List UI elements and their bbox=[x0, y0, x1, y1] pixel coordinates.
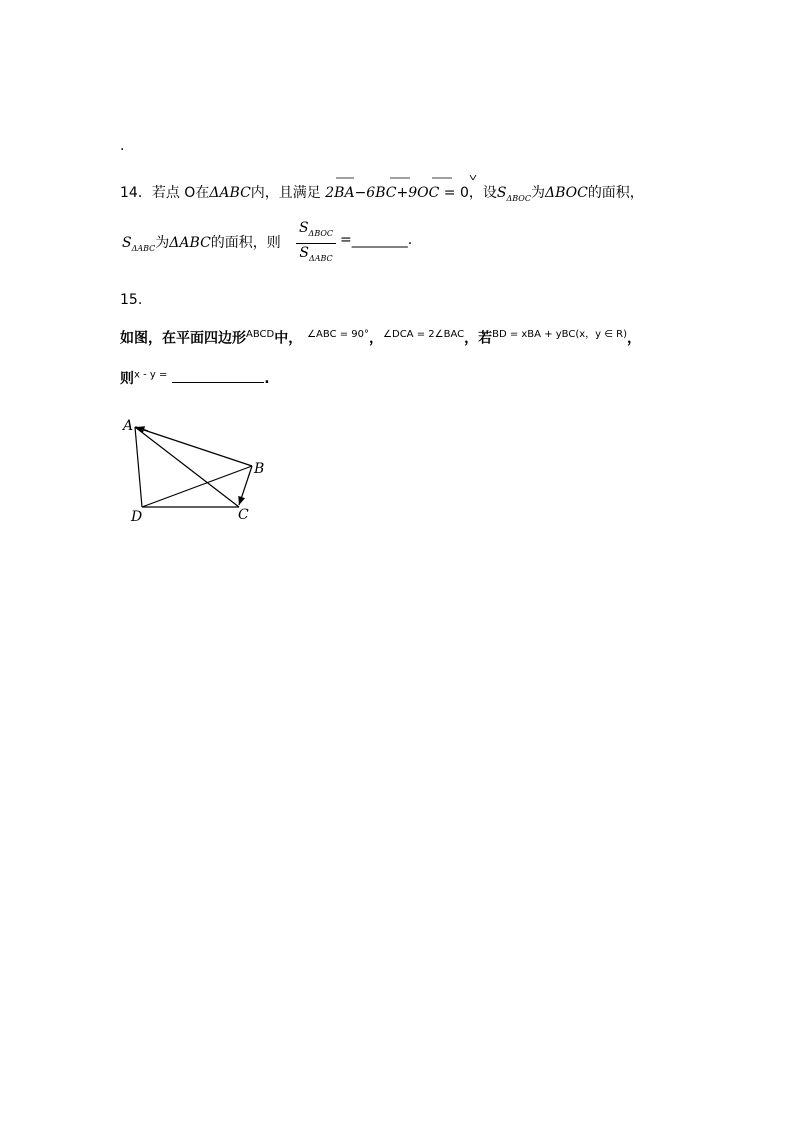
label-a: A bbox=[123, 418, 134, 434]
minus-sign: − bbox=[354, 185, 367, 201]
triangle-abc: ΔABC bbox=[209, 185, 251, 201]
triangle-abc-2: ΔABC bbox=[169, 235, 211, 251]
question-14-line-2 bbox=[122, 232, 281, 253]
vector-2ba: 2BA bbox=[325, 185, 355, 201]
quad-abcd: ABCD bbox=[246, 329, 275, 340]
vector-arrows bbox=[330, 172, 480, 184]
q15-answer-blank bbox=[172, 370, 264, 383]
triangle-boc: ΔBOC bbox=[544, 185, 588, 201]
s-abc-subscript: ΔABC bbox=[131, 243, 156, 253]
q14-for2: 为 bbox=[155, 235, 170, 251]
angle-abc: ∠ABC = 90° bbox=[307, 329, 370, 340]
diagonal-db bbox=[142, 466, 252, 507]
answer-blank: ________ bbox=[351, 232, 408, 248]
label-d: D bbox=[131, 509, 143, 525]
leading-dot: . bbox=[120, 138, 125, 154]
q14-answer bbox=[340, 232, 412, 248]
q15-text-a: 如图，在平面四边形 bbox=[120, 330, 246, 347]
vector-equation: BD = xBA + yBC(x，y ∈ R) bbox=[492, 329, 627, 340]
equals-sign: = bbox=[443, 185, 456, 201]
vector-9oc: 9OC bbox=[408, 185, 440, 201]
edge-ab bbox=[135, 427, 252, 466]
equals-sign-2: = bbox=[340, 232, 352, 248]
point-o: O bbox=[184, 185, 196, 201]
s-boc: S bbox=[496, 185, 507, 201]
q15-period: . bbox=[264, 371, 270, 387]
angle-dca: ∠DCA = 2∠BAC bbox=[383, 329, 465, 340]
q14-period: . bbox=[407, 232, 413, 248]
q14-for: 为 bbox=[530, 185, 545, 201]
q14-area2: 的面积，则 bbox=[210, 235, 281, 251]
comma-3: ， bbox=[627, 330, 641, 347]
q14-in: 在 bbox=[195, 185, 210, 201]
label-b: B bbox=[254, 461, 265, 477]
comma-1: ， bbox=[369, 330, 384, 347]
fraction-numerator: $S_{\Delta BOC}$ bbox=[298, 220, 334, 238]
plus-sign: + bbox=[396, 185, 409, 201]
s-abc: S bbox=[122, 235, 132, 251]
q14-number: 14．若点 bbox=[120, 185, 180, 201]
question-15-number: 15. bbox=[120, 292, 143, 308]
fraction-bar bbox=[296, 243, 336, 244]
x-minus-y: x - y = bbox=[134, 369, 168, 381]
diagonal-ac bbox=[135, 427, 239, 507]
label-c: C bbox=[238, 507, 249, 523]
q14-set: ，设 bbox=[468, 185, 497, 201]
zero-vector: 0 bbox=[459, 185, 469, 201]
q14-inside: 内，且满足 bbox=[250, 185, 321, 201]
q15-then: 则 bbox=[120, 371, 134, 387]
question-15-line-2 bbox=[120, 368, 270, 388]
edge-ad bbox=[135, 427, 142, 507]
edge-bc-arrow bbox=[239, 466, 252, 505]
s-boc-subscript: ΔBOC bbox=[506, 193, 531, 203]
question-14-line-1 bbox=[120, 182, 644, 203]
q15-text-b: 中， bbox=[274, 330, 303, 347]
fraction-denominator: $S_{\Delta ABC}$ bbox=[299, 245, 333, 263]
question-15-line-1 bbox=[120, 325, 641, 348]
comma-2: ，若 bbox=[464, 330, 493, 347]
vector-6bc: 6BC bbox=[366, 185, 397, 201]
q14-area1: 的面积， bbox=[587, 185, 644, 201]
